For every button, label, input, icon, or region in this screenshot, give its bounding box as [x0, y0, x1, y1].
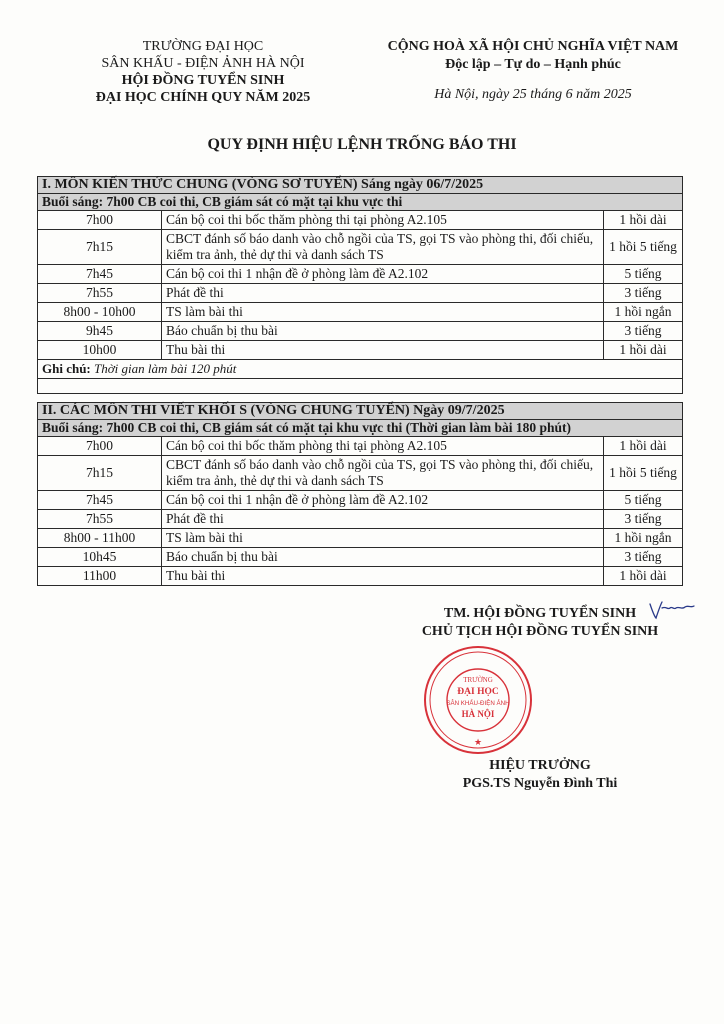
task-cell: Cán bộ coi thi 1 nhận đề ở phòng làm đề A2.102: [162, 265, 604, 284]
table-row: [38, 341, 683, 360]
section-2-subtitle-row: [38, 420, 683, 437]
note-cell: [38, 360, 683, 379]
task-cell: Báo chuẩn bị thu bài: [162, 548, 604, 567]
time-cell: 7h00: [38, 211, 162, 230]
seal-star-icon: ★: [473, 738, 483, 748]
signer-role: HIỆU TRƯỞNG: [489, 758, 591, 773]
table-row: [38, 284, 683, 303]
task-cell: Cán bộ coi thi 1 nhận đề ở phòng làm đề A2.102: [162, 491, 604, 510]
seal-text-2: ĐẠI HỌC: [457, 687, 499, 697]
issuer-header: [58, 38, 348, 106]
table-row: [38, 322, 683, 341]
task-cell: Báo chuẩn bị thu bài: [162, 322, 604, 341]
section-2-subtitle: Buổi sáng: 7h00 CB coi thi, CB giám sát có mặt tại khu vực thi (Thời gian làm bài 180 phút): [38, 420, 683, 437]
section-1-title-row: [38, 177, 683, 194]
signal-cell: 1 hồi dài: [604, 567, 683, 586]
section-2-title: II. CÁC MÔN THI VIẾT KHỐI S (VÒNG CHUNG TUYỂN) Ngày 09/7/2025: [38, 403, 683, 420]
task-cell: TS làm bài thi: [162, 303, 604, 322]
document-title: QUY ĐỊNH HIỆU LỆNH TRỐNG BÁO THI: [207, 136, 517, 153]
schedule-table-section-1: [37, 176, 683, 394]
task-cell: TS làm bài thi: [162, 529, 604, 548]
issuer-line-1: TRƯỜNG ĐẠI HỌC: [142, 39, 264, 54]
section-1-subtitle-row: [38, 194, 683, 211]
table-row: [38, 529, 683, 548]
blank-cell: [38, 379, 683, 394]
task-cell: Phát đề thi: [162, 510, 604, 529]
national-header: [368, 38, 698, 104]
time-cell: 11h00: [38, 567, 162, 586]
signal-cell: 1 hồi dài: [604, 211, 683, 230]
table-row: [38, 211, 683, 230]
time-cell: 8h00 - 10h00: [38, 303, 162, 322]
official-seal-icon: [422, 644, 534, 756]
signature-title-2: CHỦ TỊCH HỘI ĐỒNG TUYỂN SINH: [421, 624, 659, 639]
signal-cell: 1 hồi ngắn: [604, 529, 683, 548]
signal-cell: 5 tiếng: [604, 265, 683, 284]
blank-row: [38, 379, 683, 394]
task-cell: CBCT đánh số báo danh vào chỗ ngồi của TS, gọi TS vào phòng thi, đối chiếu, kiểm tra ảnh, thẻ dự thi và danh sách TS: [162, 456, 604, 491]
issuer-line-4: ĐẠI HỌC CHÍNH QUY NĂM 2025: [95, 90, 311, 105]
seal-text-3: SÂN KHẤU-ĐIỆN ẢNH: [446, 700, 510, 707]
schedule-table-section-2: [37, 402, 683, 586]
note-text: Thời gian làm bài 120 phút: [94, 361, 237, 376]
signal-cell: 1 hồi dài: [604, 437, 683, 456]
task-cell: Thu bài thi: [162, 567, 604, 586]
time-cell: 10h45: [38, 548, 162, 567]
time-cell: 7h15: [38, 230, 162, 265]
seal-text-4: HÀ NỘI: [461, 709, 495, 719]
table-row: [38, 437, 683, 456]
time-cell: 7h55: [38, 510, 162, 529]
signature-title-1: TM. HỘI ĐỒNG TUYỂN SINH: [443, 606, 637, 621]
time-cell: 7h00: [38, 437, 162, 456]
note-row: [38, 360, 683, 379]
table-row: [38, 230, 683, 265]
table-row: [38, 303, 683, 322]
national-motto: Độc lập – Tự do – Hạnh phúc: [445, 57, 621, 72]
time-cell: 7h15: [38, 456, 162, 491]
signal-cell: 3 tiếng: [604, 284, 683, 303]
handwritten-signature-icon: [646, 596, 696, 624]
issuer-line-2: SÂN KHẤU - ĐIỆN ẢNH HÀ NỘI: [101, 56, 305, 71]
time-cell: 8h00 - 11h00: [38, 529, 162, 548]
table-row: [38, 567, 683, 586]
table-row: [38, 548, 683, 567]
table-row: [38, 491, 683, 510]
task-cell: Phát đề thi: [162, 284, 604, 303]
time-cell: 7h55: [38, 284, 162, 303]
signal-cell: 1 hồi 5 tiếng: [604, 230, 683, 265]
seal-text-1: TRƯỜNG: [463, 676, 493, 684]
document-date: Hà Nội, ngày 25 tháng 6 năm 2025: [434, 87, 632, 102]
time-cell: 7h45: [38, 265, 162, 284]
task-cell: Thu bài thi: [162, 341, 604, 360]
issuer-line-3: HỘI ĐỒNG TUYỂN SINH: [121, 73, 285, 88]
national-name: CỘNG HOÀ XÃ HỘI CHỦ NGHĨA VIỆT NAM: [387, 39, 679, 54]
note-label: Ghi chú:: [42, 361, 91, 376]
section-1-title: I. MÔN KIẾN THỨC CHUNG (VÒNG SƠ TUYỂN) Sáng ngày 06/7/2025: [38, 177, 683, 194]
signer-name: PGS.TS Nguyễn Đình Thi: [462, 776, 618, 791]
table-row: [38, 265, 683, 284]
signal-cell: 3 tiếng: [604, 322, 683, 341]
task-cell: CBCT đánh số báo danh vào chỗ ngồi của TS, gọi TS vào phòng thi, đối chiếu, kiểm tra ảnh, thẻ dự thi và danh sách TS: [162, 230, 604, 265]
time-cell: 7h45: [38, 491, 162, 510]
task-cell: Cán bộ coi thi bốc thăm phòng thi tại phòng A2.105: [162, 437, 604, 456]
signal-cell: 1 hồi 5 tiếng: [604, 456, 683, 491]
signal-cell: 1 hồi ngắn: [604, 303, 683, 322]
time-cell: 9h45: [38, 322, 162, 341]
time-cell: 10h00: [38, 341, 162, 360]
table-row: [38, 510, 683, 529]
signal-cell: 1 hồi dài: [604, 341, 683, 360]
signal-cell: 3 tiếng: [604, 510, 683, 529]
signal-cell: 3 tiếng: [604, 548, 683, 567]
section-1-subtitle: Buổi sáng: 7h00 CB coi thi, CB giám sát có mặt tại khu vực thi: [38, 194, 683, 211]
task-cell: Cán bộ coi thi bốc thăm phòng thi tại phòng A2.105: [162, 211, 604, 230]
signal-cell: 5 tiếng: [604, 491, 683, 510]
table-row: [38, 456, 683, 491]
section-2-title-row: [38, 403, 683, 420]
